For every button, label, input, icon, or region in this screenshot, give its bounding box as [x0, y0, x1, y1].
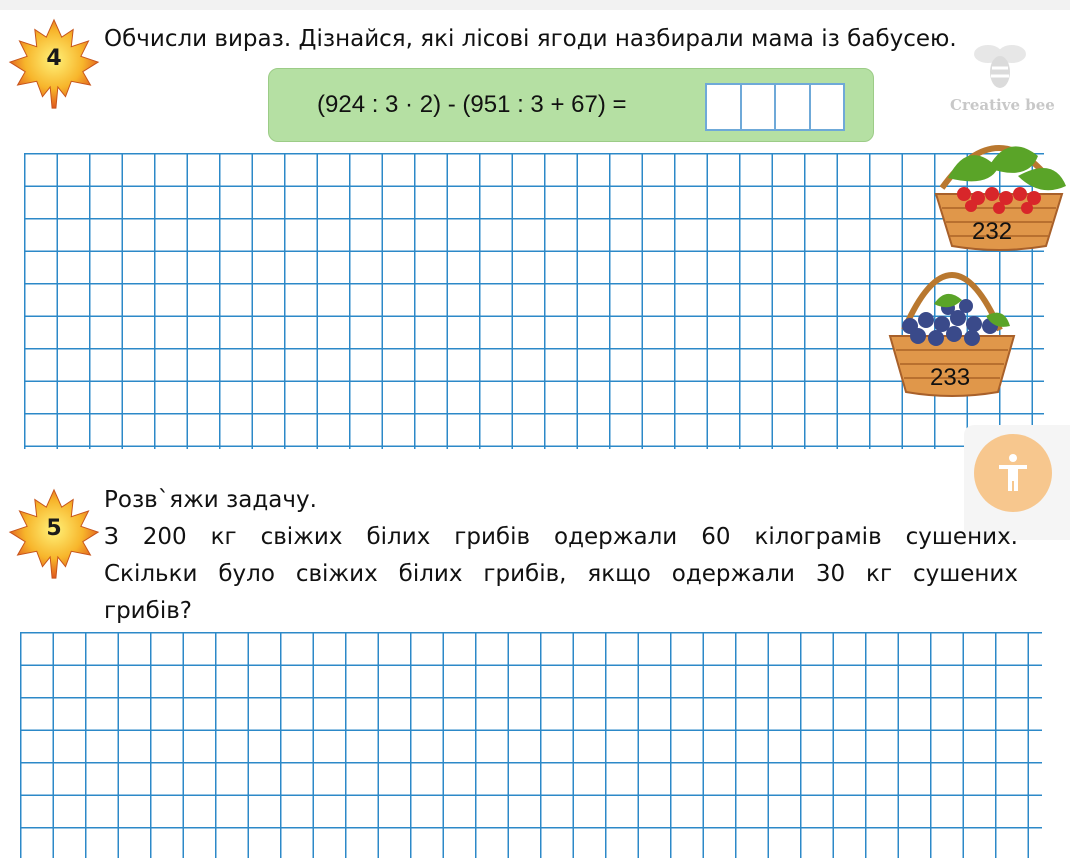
task5-line: З 200 кг свіжих білих грибів одержали 60 кілограмів сушених.: [104, 524, 1018, 550]
task5-line: Розв`яжи задачу.: [104, 487, 317, 513]
watermark-text: Creative bee: [950, 96, 1055, 114]
answer-cell[interactable]: [809, 85, 846, 129]
basket-blueberry: [886, 250, 1018, 400]
answer-cell[interactable]: [705, 85, 740, 129]
task5-line: грибів?: [104, 598, 192, 624]
bee-icon: [960, 36, 1040, 96]
answer-cell[interactable]: [740, 85, 775, 129]
task5-number: 5: [46, 516, 62, 541]
task5-text: [104, 482, 1018, 630]
answer-cell[interactable]: [774, 85, 809, 129]
task5-answer-grid[interactable]: [20, 632, 1042, 858]
basket-blueberry-label: 233: [930, 364, 971, 391]
answer-cells[interactable]: [705, 83, 845, 131]
top-strip: [0, 0, 1070, 10]
basket-redcurrant-label: 232: [972, 218, 1013, 245]
task5-line: Скільки було свіжих білих грибів, якщо одержали 30 кг сушених: [104, 561, 1018, 587]
task5-number-leaf: [6, 486, 102, 582]
task4-number: 4: [46, 46, 62, 71]
expression-box: [268, 68, 874, 142]
basket-redcurrant: [928, 128, 1070, 252]
expression: (924 : 3 · 2) - (951 : 3 + 67) =: [317, 91, 627, 118]
task4-number-leaf: [6, 16, 102, 112]
task4-title: Обчисли вираз. Дізнайся, які лісові ягоди назбирали мама із бабусею.: [104, 26, 957, 52]
